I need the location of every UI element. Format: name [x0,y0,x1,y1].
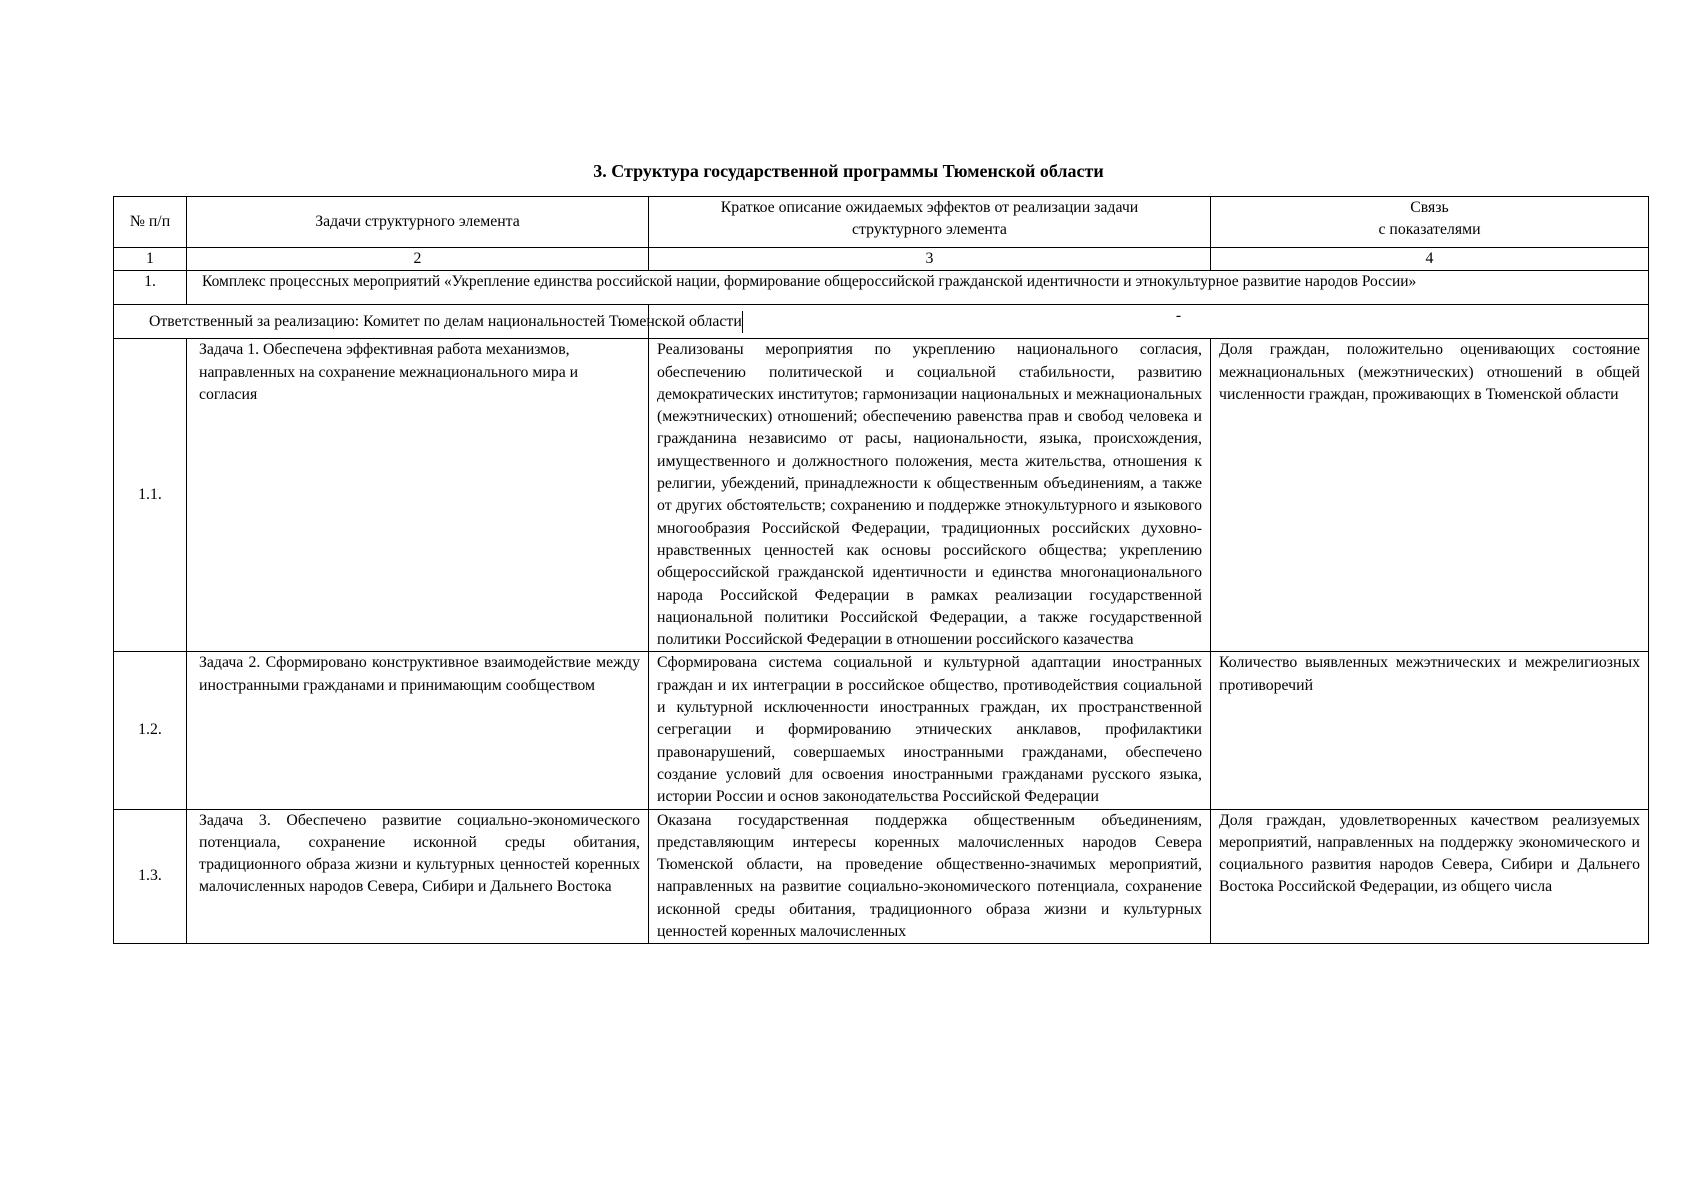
row-num: 1.1. [114,339,187,652]
column-number-row [114,248,1649,271]
row-num: 1.3. [114,809,187,943]
header-effects-text: Краткое описание ожидаемых эффектов от реализации задачи структурного элемента [720,199,1139,239]
row-task-cell [187,809,649,943]
header-link [1211,197,1649,248]
column-number: 3 [649,248,1211,271]
header-effects [649,197,1211,248]
responsible-row [114,305,1649,339]
row-effect-cell [649,809,1211,943]
row-effect: Оказана государственная поддержка общественным объединениям, представляющим интересы коренных малочисленных народов Севера Тюменской области, на проведение общественно-значимых мероприятий, направленных на развитие социально-экономического потенциала, сохранение исконной среды обитания, традиционного образа жизни и культурных ценностей коренных малочисленных [657,811,1202,941]
header-link-line2: с показателями [1378,221,1481,239]
row-indicator: Доля граждан, удовлетворенных качеством реализуемых мероприятий, направленных на поддержку экономического и социального развития народов Севера, Сибири и Дальнего Востока Российской Федерации, из общего числа [1219,811,1640,896]
row-task: Задача 2. Сформировано конструктивное взаимодействие между иностранными гражданами и принимающим сообществом [187,652,649,809]
header-tasks: Задачи структурного элемента [187,197,649,248]
row-task: Задача 3. Обеспечено развитие социально-экономического потенциала, сохранение исконной среды обитания, традиционного образа жизни и культурных ценностей коренных малочисленных народов Севера, Сибири и Дальнего Востока [199,811,640,896]
document-title: 3. Структура государственной программы Тюменской области [593,161,1104,181]
responsible-dash: - [1175,307,1182,325]
row-indicator-cell [1211,809,1649,943]
table-row [114,809,1649,943]
column-number: 1 [114,248,187,271]
section-name: Комплекс процессных мероприятий «Укрепление единства российской нации, формирование общероссийской гражданской идентичности и этнокультурное развитие народов России» [187,271,1649,305]
program-structure-table [113,196,1649,944]
section-num: 1. [114,271,187,305]
responsible-text [114,305,742,339]
row-effect: Реализованы мероприятия по укреплению национального согласия, обеспечению политической и социальной стабильности, развитию демократических институтов; гармонизации национальных и межнациональных (межэтнических) отношений; обеспечению равенства прав и свобод человека и гражданина независимо от расы, национальности, языка, происхождения, имущественного и должностного положения, места жительства, отношения к религии, убеждений, принадлежности к общественным объединениям, а также от других обстоятельств; сохранению и поддержке этнокультурного и языкового многообразия Российской Федерации, традиционных российских духовно-нравственных ценностей как основы российского общества; укреплению общероссийской гражданской идентичности и единства многонационального народа Российской Федерации в рамках реализации государственной национальной политики Российской Федерации, а также государственной политики Российской Федерации в отношении российского казачества [649,339,1211,652]
responsible-value [649,305,1649,339]
header-row [114,197,1649,248]
table-row [114,652,1649,809]
row-num: 1.2. [114,652,187,809]
row-task: Задача 1. Обеспечена эффективная работа механизмов, направленных на сохранение межнационального мира и согласия [187,339,649,652]
responsible-label: Ответственный за реализацию: Комитет по делам национальностей Тюменской области [114,311,743,333]
row-effect: Сформирована система социальной и культурной адаптации иностранных граждан и их интеграции в российское общество, противодействия социальной и культурной исключенности иностранных граждан, их пространственной сегрегации и формированию этнических анклавов, профилактики правонарушений, совершаемых иностранными гражданами, обеспечено создание условий для освоения иностранными гражданами русского языка, истории России и основ законодательства Российской Федерации [649,652,1211,809]
table-row [114,339,1649,652]
header-num: № п/п [114,197,187,248]
column-number: 4 [1211,248,1649,271]
section-row [114,271,1649,305]
header-link-line1: Связь [1410,199,1449,216]
column-number: 2 [187,248,649,271]
row-indicator: Количество выявленных межэтнических и межрелигиозных противоречий [1211,652,1649,809]
row-indicator: Доля граждан, положительно оценивающих состояние межнациональных (межэтнических) отношений в общей численности граждан, проживающих в Тюменской области [1211,339,1649,652]
